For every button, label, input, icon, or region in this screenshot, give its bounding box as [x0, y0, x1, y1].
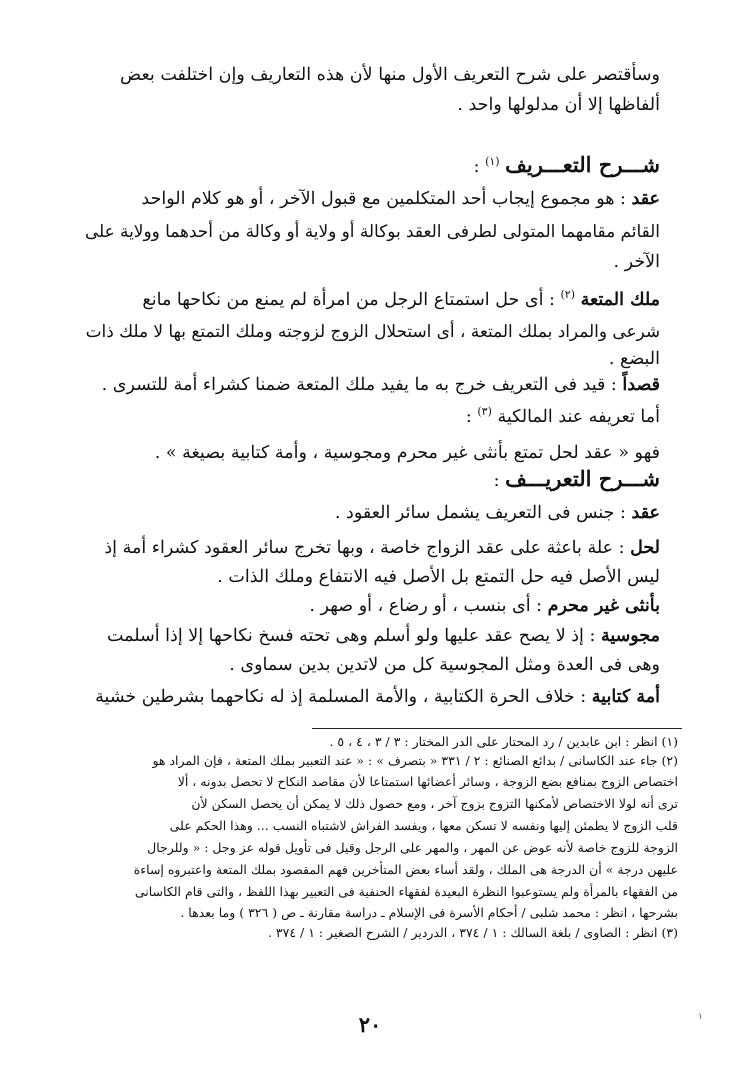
definition-majusiya-text-1: : إذ لا يصح عقد عليها ولو أسلم وهى تحته فسخ نكاحها إلا إذا أسلمت	[107, 626, 596, 646]
term-qasdan: قصداً	[622, 375, 660, 395]
definition-qasdan-text: : قيد فى التعريف خرج به ما يفيد ملك المتعة ضمنا كشراء أمة للتسرى .	[101, 375, 617, 395]
maliki-colon: :	[465, 407, 472, 427]
footnote-2-line-7: من الفقهاء بالمرأة ولم يستوعبوا النظرة البعيدة لفقهاء الحنفية فى التعبير بهذا اللفظ ، والتى قام الكاسانى	[134, 884, 678, 899]
term-untha: بأنثى غير محرم	[547, 596, 660, 616]
footnote-separator	[312, 728, 682, 729]
footnote-3: (٣) انظر : الصاوى / بلغة السالك : ١ / ٣٧٤ ، الدردير / الشرح الصغير : ١ / ٣٧٤ .	[267, 925, 678, 940]
footnote-2-line-3: ترى أنه لولا الاختصاص لأمكنها التزوج بزوج آخر ، ومع حصول ذلك لا يمكن أن يحصل السكن لأن	[191, 796, 678, 811]
definition-hill-text-1: : علة باعثة على عقد الزواج خاصة ، وبها تخرج سائر العقود كشراء أمة إذ	[104, 538, 625, 558]
footnote-ref-3: (٣)	[477, 405, 492, 418]
definition-aqd-2-text: : جنس فى التعريف يشمل سائر العقود .	[334, 503, 626, 523]
page-number: ٢٠	[358, 1012, 382, 1037]
maliki-text: أما تعريفه عند المالكية	[497, 407, 660, 427]
term-ama: أمة كتابية	[591, 687, 660, 707]
section-heading-2	[82, 466, 660, 494]
definition-ama	[82, 684, 660, 710]
definition-majusiya-line-1	[82, 623, 660, 649]
definition-aqd-text-1: : هو مجموع إيجاب أحد المتكلمين مع قبول الآخر ، أو هو كلام الواحد	[141, 189, 626, 209]
section-heading-2-text: شـــرح التعريـــف	[505, 466, 660, 491]
term-hill: لحل	[630, 538, 660, 558]
footnote-ref-2: (٢)	[560, 288, 575, 301]
maliki-definition-intro	[82, 404, 660, 432]
term-majusiya: مجوسية	[600, 626, 660, 646]
definition-hill-line-2: ليس الأصل فيه حل التمتع بل الأصل فيه الانتفاع وملك الذات .	[217, 567, 660, 587]
footnote-2-line-8: بشرحها ، انظر : محمد شلبى / أحكام الأسرة فى الإسلام ـ دراسة مقارنة ـ ص ( ٣٢٦ ) وما بعدها .	[180, 905, 678, 920]
definition-majusiya-line-2: وهى فى العدة ومثل المجوسية كل من لاتدين بدين سماوى .	[229, 655, 660, 675]
definition-milk-line-3: البضع .	[608, 349, 660, 369]
footnote-2-line-1: (٢) جاء عند الكاسانى / بدائع الصنائع : ٢ / ٣٣١ « بتصرف » : « عند التعبير بملك المتعة ، فإن المراد هو	[152, 753, 678, 768]
footnote-2-line-5: الزوجة للزوج خاصة لأنه عوض عن المهر ، والمهر على الرجل وقيل فى تأويل قوله عز وجل : « وللرجال	[147, 840, 678, 855]
definition-milk-line-1	[82, 287, 660, 315]
section-heading-1-colon: :	[473, 157, 480, 177]
definition-ama-text: : خلاف الحرة الكتابية ، والأمة المسلمة إذ له نكاحهما بشرطين خشية	[95, 687, 587, 707]
footnote-2-line-2: اختصاص الزوج بمنافع بضع الزوجة ، وسائر أعضائها استمتاعا لأن مقاصد النكاح لا تحصل بدونه ، ألا	[177, 774, 678, 789]
maliki-definition-quote: فهو « عقد لحل تمتع بأنثى غير محرم ومجوسية ، وأمة كتابية بصيغة » .	[154, 443, 660, 463]
section-heading-1	[82, 152, 660, 182]
term-milk-almutaa: ملك المتعة	[580, 290, 660, 310]
definition-aqd-2	[82, 500, 660, 526]
footnote-2-line-4: قلب الزوج لا يطمئن إليها ونفسه لا تسكن معها ، ويفسد الفراش لاشتباه النسب ... وهذا الحكم على	[169, 818, 678, 833]
footnote-2-line-6: عليهن درجة » أن الدرجة هى الملك ، ولقد أساء بعض المتأخرين فهم المقصود بملك المتعة واعتبروه إساءة	[133, 862, 678, 877]
section-heading-1-text: شـــرح التعـــريف	[505, 152, 660, 177]
term-aqd-2: عقد	[631, 503, 660, 523]
footnote-ref-1: (١)	[485, 155, 500, 168]
definition-qasdan	[82, 372, 660, 398]
term-aqd: عقد	[631, 189, 660, 209]
intro-line-2: ألفاظها إلا أن مدلولها واحد .	[457, 95, 660, 115]
definition-milk-line-2: شرعى والمراد بملك المتعة ، أى استحلال الزوج لزوجته وملك التمتع بها لا ملك ذات	[85, 321, 660, 341]
definition-untha	[82, 593, 660, 619]
intro-line-1: وسأقتصر على شرح التعريف الأول منها لأن هذه التعاريف وإن اختلفت بعض	[120, 65, 660, 85]
definition-untha-text: : أى بنسب ، أو رضاع ، أو صهر .	[309, 596, 543, 616]
footnote-1: (١) انظر : ابن عابدين / رد المحتار على الدر المختار : ٣ / ٣ ، ٤ ، ٥ .	[329, 734, 678, 749]
corner-mark: ١	[698, 1012, 703, 1022]
definition-hill-line-1	[82, 535, 660, 561]
definition-aqd-line-2: القائم مقامهما المتولى لطرفى العقد بوكالة أو ولاية أو وكالة من أحدهما وولاية على	[84, 221, 660, 241]
definition-milk-text-1: : أى حل استمتاع الرجل من امرأة لم يمنع من نكاحها مانع	[142, 290, 555, 310]
definition-aqd-line-1	[82, 186, 660, 212]
section-heading-2-colon: :	[493, 471, 500, 491]
definition-aqd-line-3: الآخر .	[613, 252, 660, 272]
